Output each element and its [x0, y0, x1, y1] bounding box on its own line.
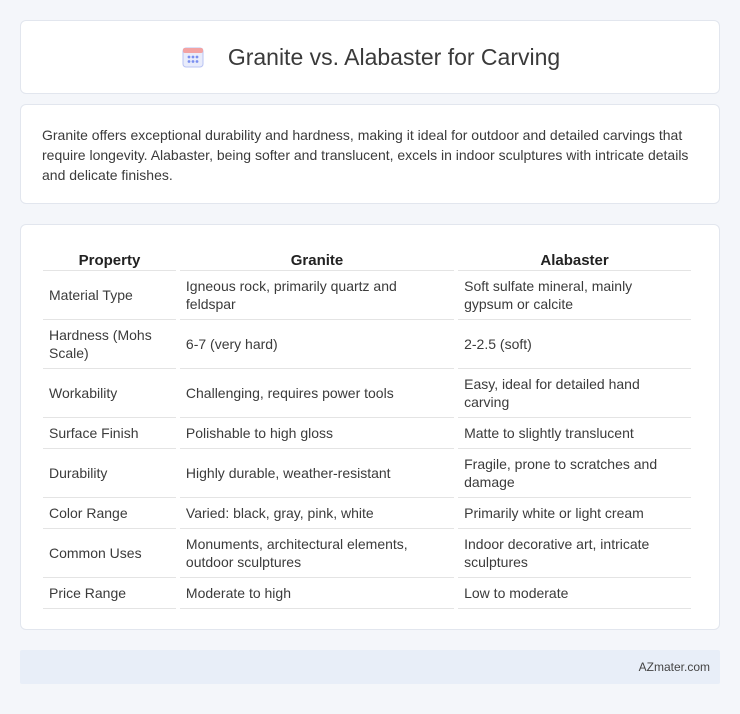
cell-property: Workability — [43, 369, 176, 418]
cell-property: Material Type — [43, 271, 176, 320]
cell-alabaster: Matte to slightly translucent — [458, 418, 691, 449]
cell-granite: Highly durable, weather-resistant — [180, 449, 454, 498]
cell-alabaster: Soft sulfate mineral, mainly gypsum or calcite — [458, 271, 691, 320]
table-row — [43, 498, 691, 529]
table-row — [43, 449, 691, 498]
table-row — [43, 529, 691, 578]
footer-brand: AZmater.com — [638, 660, 710, 674]
table-row — [43, 369, 691, 418]
table-row — [43, 271, 691, 320]
table-header-row — [43, 245, 691, 271]
cell-granite: Challenging, requires power tools — [180, 369, 454, 418]
cell-granite: Moderate to high — [180, 578, 454, 609]
cell-property: Hardness (Mohs Scale) — [43, 320, 176, 369]
summary-card — [20, 104, 720, 204]
cell-alabaster: Fragile, prone to scratches and damage — [458, 449, 691, 498]
page-title: Granite vs. Alabaster for Carving — [227, 43, 561, 70]
cell-alabaster: 2-2.5 (soft) — [458, 320, 691, 369]
cell-granite: Monuments, architectural elements, outdoor sculptures — [180, 529, 454, 578]
title-card — [20, 20, 720, 94]
table-row — [43, 320, 691, 369]
cell-property: Durability — [43, 449, 176, 498]
table-row — [43, 578, 691, 609]
cell-property: Color Range — [43, 498, 176, 529]
cell-property: Price Range — [43, 578, 176, 609]
cell-property: Common Uses — [43, 529, 176, 578]
cell-granite: Igneous rock, primarily quartz and feldspar — [180, 271, 454, 320]
cell-alabaster: Indoor decorative art, intricate sculptures — [458, 529, 691, 578]
calendar-grid-icon — [180, 44, 206, 70]
summary-text: Granite offers exceptional durability and hardness, making it ideal for outdoor and detailed carvings that require longevity. Alabaster, being softer and translucent, excels in indoor sculptures with intricate details and delicate finishes. — [42, 127, 689, 183]
cell-granite: Polishable to high gloss — [180, 418, 454, 449]
cell-alabaster: Low to moderate — [458, 578, 691, 609]
footer — [20, 650, 720, 684]
table-row — [43, 418, 691, 449]
header-alabaster: Alabaster — [458, 245, 691, 271]
cell-granite: 6-7 (very hard) — [180, 320, 454, 369]
comparison-table-card — [20, 224, 720, 630]
cell-alabaster: Easy, ideal for detailed hand carving — [458, 369, 691, 418]
comparison-table — [39, 245, 695, 609]
cell-alabaster: Primarily white or light cream — [458, 498, 691, 529]
cell-property: Surface Finish — [43, 418, 176, 449]
cell-granite: Varied: black, gray, pink, white — [180, 498, 454, 529]
header-granite: Granite — [180, 245, 454, 271]
header-property: Property — [43, 245, 176, 271]
